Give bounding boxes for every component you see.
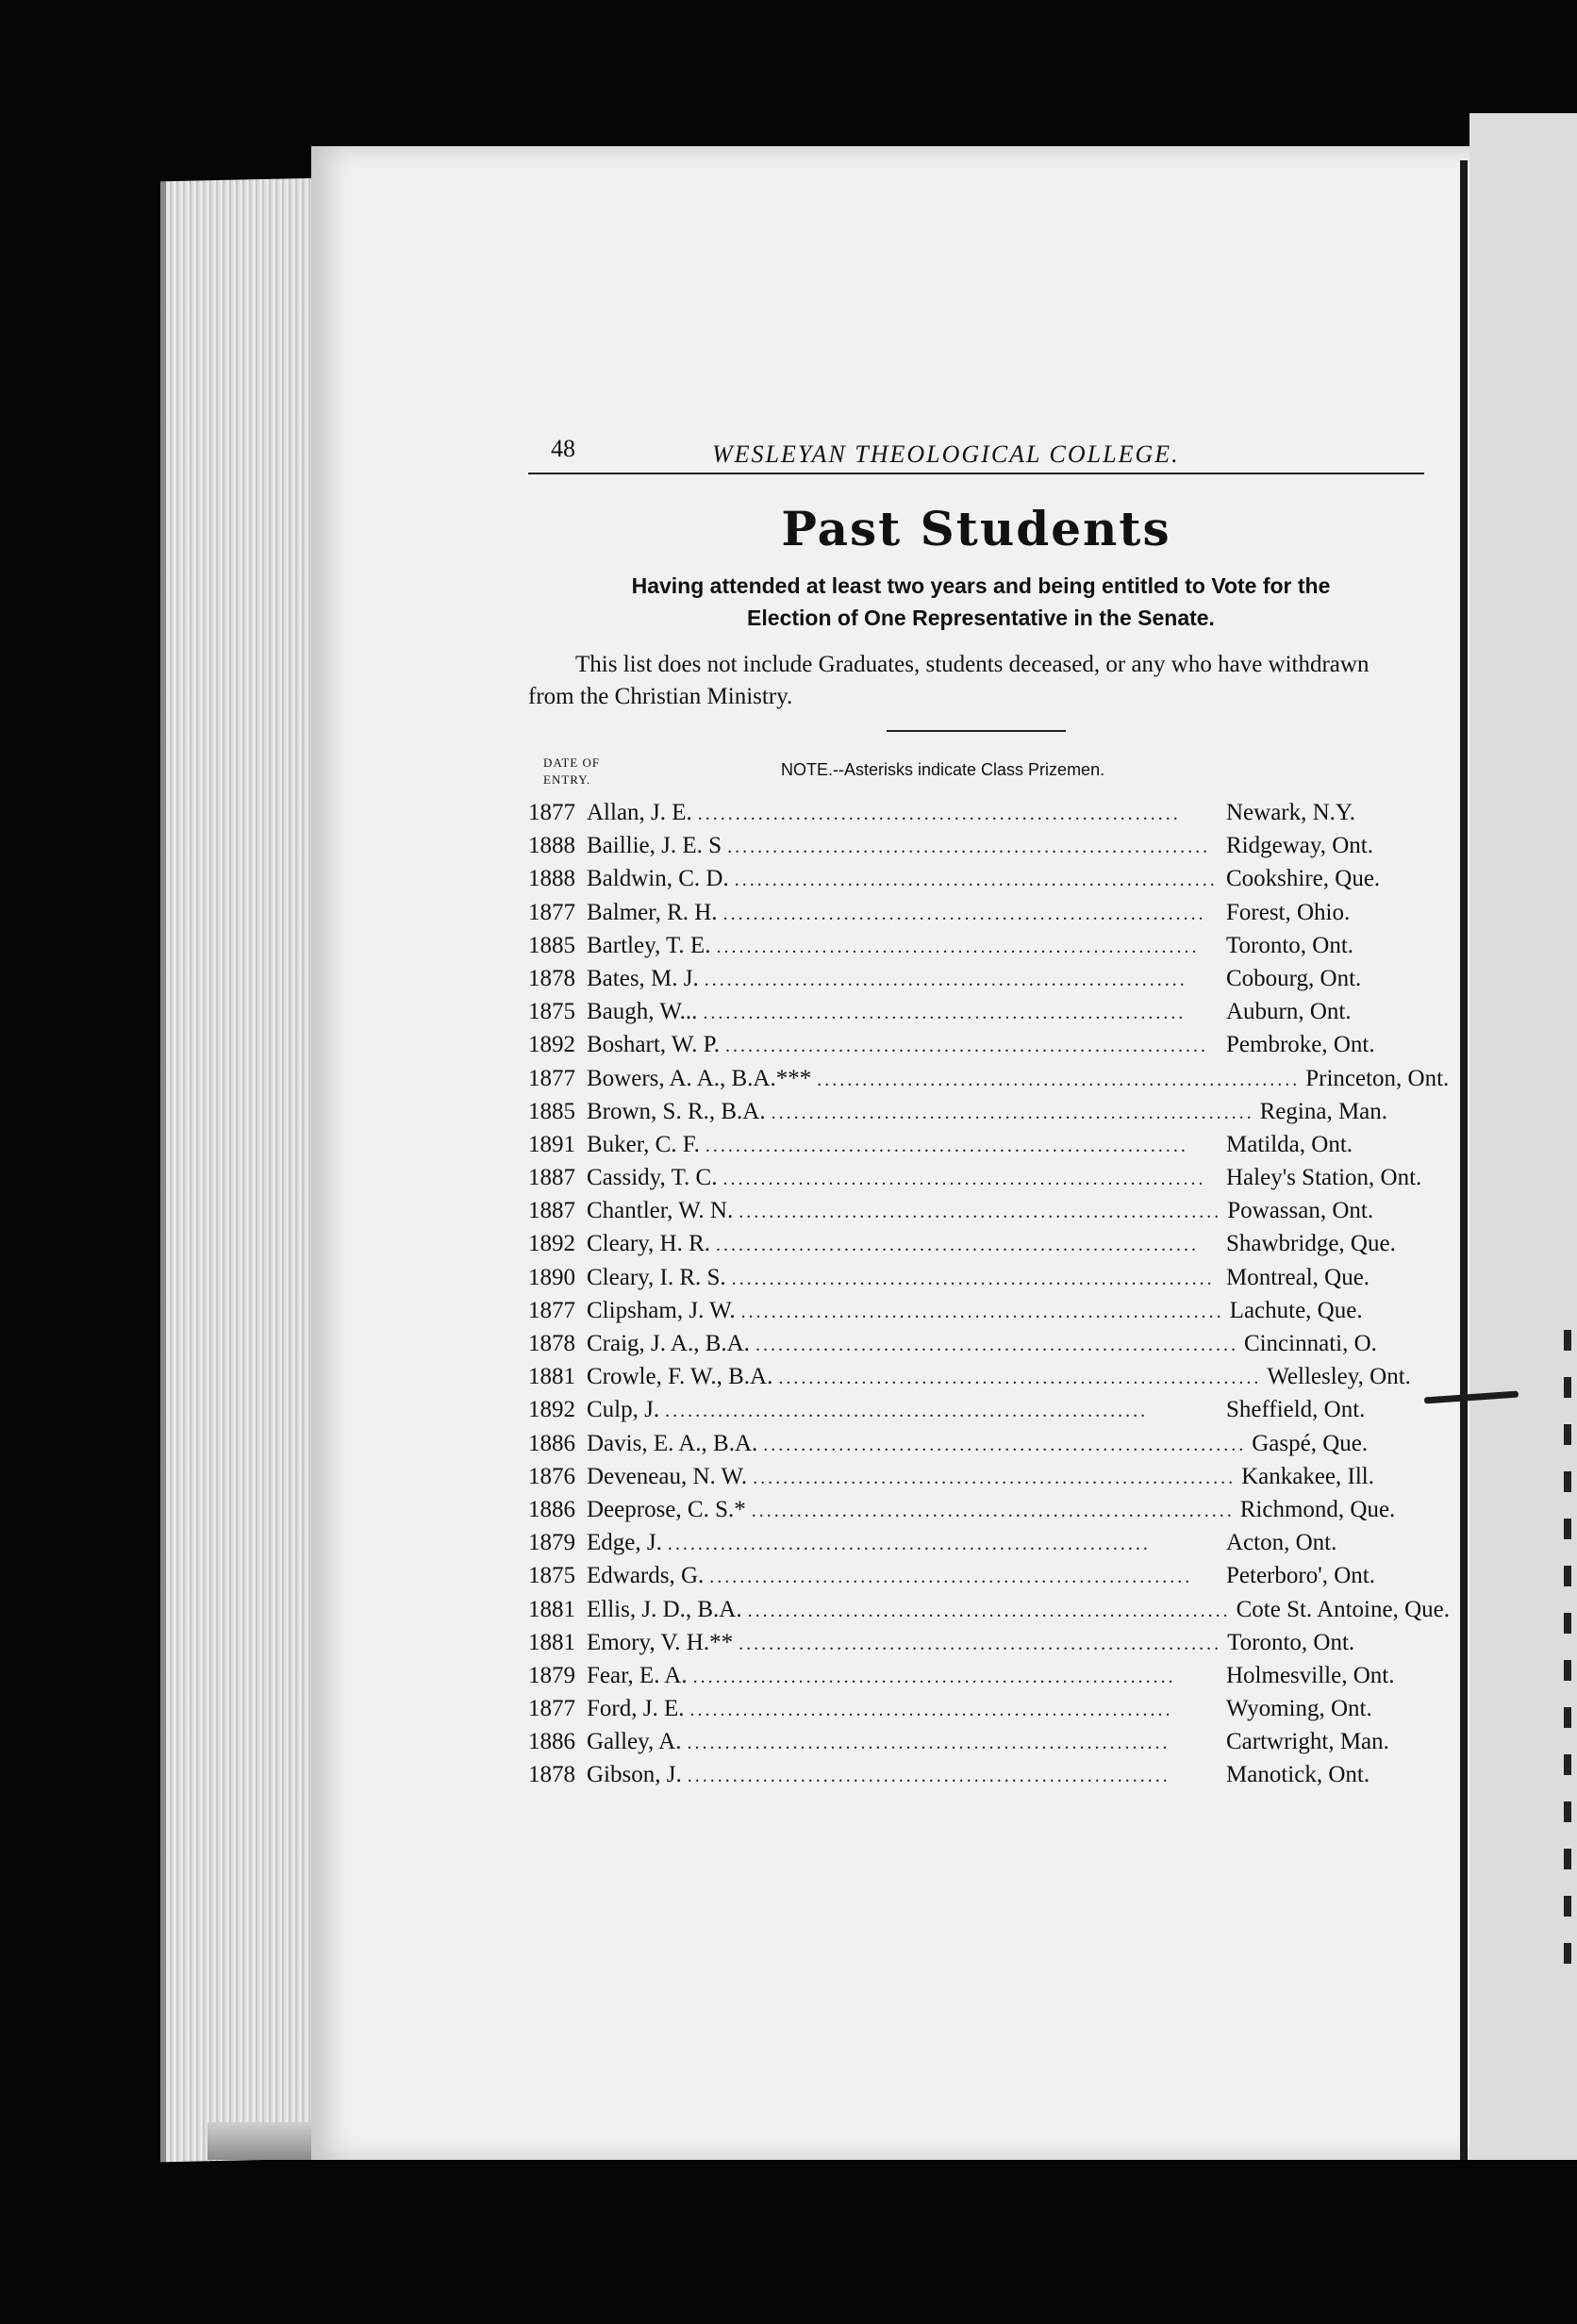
next-page-glyph xyxy=(1564,1849,1571,1869)
student-name: Deeprose, C. S.* xyxy=(587,1496,746,1522)
entry-year: 1886 xyxy=(528,1430,575,1456)
student-place: Gaspé, Que. xyxy=(1252,1430,1369,1456)
dot-leader: ................................................................ xyxy=(665,1401,1149,1422)
entry-year: 1887 xyxy=(528,1165,575,1191)
entry-year: 1885 xyxy=(528,932,575,958)
next-page-glyph xyxy=(1564,1896,1571,1917)
dot-leader: ................................................................ xyxy=(734,870,1218,891)
next-page-glyph xyxy=(1564,1943,1571,1964)
next-page-glyph xyxy=(1564,1801,1571,1822)
page-number: 48 xyxy=(551,435,575,462)
student-place: Peterboro', Ont. xyxy=(1226,1563,1375,1589)
student-place: Ridgeway, Ont. xyxy=(1226,833,1373,859)
list-item xyxy=(528,1265,1424,1298)
student-name: Cleary, I. R. S. xyxy=(587,1264,726,1290)
student-name: Ford, J. E. xyxy=(587,1696,685,1722)
dot-leader: ................................................................ xyxy=(689,1700,1173,1721)
entry-year: 1877 xyxy=(528,1065,575,1091)
entry-year: 1892 xyxy=(528,1032,575,1058)
list-item xyxy=(528,1364,1424,1397)
entry-year: 1888 xyxy=(528,833,575,859)
dot-leader: ................................................................ xyxy=(703,1003,1187,1024)
student-name: Buker, C. F. xyxy=(587,1131,700,1157)
entry-year: 1885 xyxy=(528,1098,575,1124)
list-item xyxy=(528,1696,1424,1729)
dot-leader: ................................................................ xyxy=(753,1467,1237,1488)
dot-leader: ................................................................ xyxy=(817,1069,1301,1090)
dot-leader: ................................................................ xyxy=(692,1666,1176,1687)
student-place: Matilda, Ont. xyxy=(1226,1131,1353,1157)
dot-leader: ................................................................ xyxy=(778,1368,1262,1389)
entry-year: 1879 xyxy=(528,1662,575,1688)
student-name: Crowle, F. W., B.A. xyxy=(587,1364,773,1390)
next-page-glyph xyxy=(1564,1519,1571,1539)
dot-leader: ................................................................ xyxy=(705,1135,1188,1156)
dot-leader: ................................................................ xyxy=(751,1500,1235,1521)
student-place: Shawbridge, Que. xyxy=(1226,1231,1396,1257)
list-item xyxy=(528,1298,1424,1331)
student-name: Edwards, G. xyxy=(587,1563,705,1589)
list-item xyxy=(528,1464,1424,1497)
dot-leader: ................................................................ xyxy=(740,1301,1224,1322)
list-item xyxy=(528,1198,1424,1231)
next-page-edge xyxy=(1469,113,1577,2160)
entry-year: 1887 xyxy=(528,1198,575,1224)
list-item xyxy=(528,833,1424,866)
asterisk-note: NOTE.--Asterisks indicate Class Prizemen. xyxy=(781,760,1105,779)
entry-year: 1878 xyxy=(528,965,575,991)
dot-leader: ................................................................ xyxy=(727,837,1211,858)
student-place: Wyoming, Ont. xyxy=(1226,1696,1372,1722)
entry-year: 1878 xyxy=(528,1331,575,1356)
entry-year: 1886 xyxy=(528,1729,575,1755)
section-title: Past Students xyxy=(781,501,1171,556)
list-item xyxy=(528,1663,1424,1696)
student-place: Regina, Man. xyxy=(1259,1098,1388,1124)
student-place: Pembroke, Ont. xyxy=(1226,1032,1375,1058)
entry-year: 1877 xyxy=(528,800,575,825)
dot-leader: ................................................................ xyxy=(722,1169,1206,1190)
list-item xyxy=(528,1563,1424,1596)
dot-leader: ................................................................ xyxy=(716,1235,1199,1256)
student-place: Cookshire, Que. xyxy=(1226,866,1381,892)
student-place: Princeton, Ont. xyxy=(1305,1065,1450,1091)
student-place: Cincinnati, O. xyxy=(1243,1331,1377,1356)
student-name: Brown, S. R., B.A. xyxy=(587,1098,766,1124)
list-item xyxy=(528,1032,1424,1065)
dot-leader: ................................................................ xyxy=(739,1633,1222,1654)
header-title: WESLEYAN THEOLOGICAL COLLEGE. xyxy=(712,440,1180,468)
section-description: This list does not include Graduates, students deceased, or any who have withdrawn from the Christian Ministry. xyxy=(528,652,1370,709)
student-place: Newark, N.Y. xyxy=(1226,800,1356,825)
entry-year: 1881 xyxy=(528,1364,575,1390)
dot-leader: ................................................................ xyxy=(771,1102,1254,1123)
student-place: Acton, Ont. xyxy=(1226,1530,1337,1556)
list-item xyxy=(528,933,1424,966)
dot-leader: ................................................................ xyxy=(731,1268,1215,1289)
list-item xyxy=(528,1497,1424,1530)
student-name: Culp, J. xyxy=(587,1397,660,1423)
student-place: Toronto, Ont. xyxy=(1227,1629,1355,1655)
student-name: Balmer, R. H. xyxy=(587,899,718,925)
student-place: Wellesley, Ont. xyxy=(1267,1364,1411,1390)
entry-year: 1875 xyxy=(528,999,575,1025)
student-place: Manotick, Ont. xyxy=(1226,1762,1370,1788)
student-place: Toronto, Ont. xyxy=(1226,932,1354,958)
next-page-glyph xyxy=(1564,1330,1571,1351)
entry-year: 1878 xyxy=(528,1762,575,1788)
student-name: Gibson, J. xyxy=(587,1762,682,1788)
dot-leader: ................................................................ xyxy=(755,1335,1238,1355)
list-item xyxy=(528,900,1424,933)
student-name: Galley, A. xyxy=(587,1729,682,1755)
next-page-glyph xyxy=(1564,1566,1571,1586)
student-name: Cassidy, T. C. xyxy=(587,1165,718,1191)
student-place: Sheffield, Ont. xyxy=(1226,1397,1366,1423)
student-place: Kankakee, Ill. xyxy=(1241,1463,1374,1489)
dot-leader: ................................................................ xyxy=(763,1434,1247,1455)
list-item xyxy=(528,1099,1424,1132)
student-name: Baldwin, C. D. xyxy=(587,866,729,892)
dot-leader: ................................................................ xyxy=(667,1534,1151,1555)
student-name: Baillie, J. E. S xyxy=(587,833,722,859)
list-item xyxy=(528,866,1424,899)
student-place: Holmesville, Ont. xyxy=(1226,1662,1395,1688)
list-item xyxy=(528,1231,1424,1264)
next-page-glyph xyxy=(1564,1424,1571,1445)
list-item xyxy=(528,1132,1424,1165)
student-name: Baugh, W... xyxy=(587,999,698,1025)
entry-year: 1877 xyxy=(528,899,575,925)
student-name: Bartley, T. E. xyxy=(587,932,711,958)
subtitle-line: Election of One Representative in the Senate. xyxy=(747,606,1215,630)
divider-rule xyxy=(887,730,1066,732)
list-item xyxy=(528,1630,1424,1663)
entry-year: 1875 xyxy=(528,1563,575,1589)
list-item xyxy=(528,1165,1424,1198)
student-name: Emory, V. H.** xyxy=(587,1629,734,1655)
student-place: Forest, Ohio. xyxy=(1226,899,1351,925)
student-list xyxy=(528,800,1450,1796)
page-content xyxy=(528,429,1450,1796)
student-name: Ellis, J. D., B.A. xyxy=(587,1596,742,1622)
student-place: Powassan, Ont. xyxy=(1227,1198,1374,1224)
student-name: Cleary, H. R. xyxy=(587,1231,710,1257)
student-name: Chantler, W. N. xyxy=(587,1198,734,1224)
list-item xyxy=(528,1431,1424,1464)
student-place: Lachute, Que. xyxy=(1229,1297,1363,1323)
list-item xyxy=(528,1397,1424,1430)
entry-year: 1877 xyxy=(528,1696,575,1722)
list-item xyxy=(528,1530,1424,1563)
list-item xyxy=(528,1065,1450,1099)
next-page-glyph xyxy=(1564,1613,1571,1634)
next-page-glyph xyxy=(1564,1660,1571,1681)
list-item xyxy=(528,966,1424,999)
next-page-glyph xyxy=(1564,1377,1571,1398)
student-name: Edge, J. xyxy=(587,1530,662,1556)
entry-year: 1881 xyxy=(528,1629,575,1655)
list-item xyxy=(528,1729,1424,1762)
student-name: Bates, M. J. xyxy=(587,965,699,991)
student-place: Montreal, Que. xyxy=(1226,1264,1370,1290)
dot-leader: ................................................................ xyxy=(687,1733,1170,1754)
student-name: Davis, E. A., B.A. xyxy=(587,1430,758,1456)
dot-leader: ................................................................ xyxy=(709,1567,1193,1588)
dot-leader: ................................................................ xyxy=(725,1036,1209,1057)
entry-year: 1892 xyxy=(528,1231,575,1257)
entry-year: 1888 xyxy=(528,866,575,892)
student-place: Cartwright, Man. xyxy=(1226,1729,1389,1755)
page-gutter xyxy=(1460,160,1468,2160)
student-name: Boshart, W. P. xyxy=(587,1032,721,1058)
column-label-line: DATE OF xyxy=(543,755,601,770)
running-header xyxy=(528,429,1424,474)
student-place: Richmond, Que. xyxy=(1239,1496,1396,1522)
list-item xyxy=(528,999,1424,1032)
student-name: Deveneau, N. W. xyxy=(587,1463,748,1489)
list-header xyxy=(528,751,1424,800)
next-page-glyph xyxy=(1564,1707,1571,1728)
student-place: Cobourg, Ont. xyxy=(1226,965,1362,991)
list-item xyxy=(528,1331,1424,1364)
list-item xyxy=(528,1762,1424,1795)
next-page-glyph xyxy=(1564,1471,1571,1492)
next-page-glyph xyxy=(1564,1754,1571,1775)
dot-leader: ................................................................ xyxy=(716,936,1200,957)
student-name: Fear, E. A. xyxy=(587,1662,688,1688)
entry-year: 1881 xyxy=(528,1596,575,1622)
student-name: Clipsham, J. W. xyxy=(587,1297,736,1323)
student-place: Cote St. Antoine, Que. xyxy=(1236,1596,1450,1622)
section-subtitle xyxy=(528,570,1424,634)
dot-leader: ................................................................ xyxy=(747,1600,1231,1621)
dot-leader: ................................................................ xyxy=(704,969,1187,990)
student-name: Bowers, A. A., B.A.*** xyxy=(587,1065,812,1091)
student-name: Craig, J. A., B.A. xyxy=(587,1331,750,1356)
list-item xyxy=(528,1596,1450,1630)
entry-year: 1890 xyxy=(528,1264,575,1290)
dot-leader: ................................................................ xyxy=(697,804,1181,824)
date-of-entry-label xyxy=(543,755,600,788)
entry-year: 1886 xyxy=(528,1496,575,1522)
column-label-line: ENTRY. xyxy=(543,772,591,787)
list-item xyxy=(528,800,1424,833)
dot-leader: ................................................................ xyxy=(687,1766,1170,1787)
student-place: Haley's Station, Ont. xyxy=(1226,1165,1422,1191)
entry-year: 1877 xyxy=(528,1297,575,1323)
entry-year: 1892 xyxy=(528,1397,575,1423)
student-place: Auburn, Ont. xyxy=(1226,999,1352,1025)
entry-year: 1891 xyxy=(528,1131,575,1157)
dot-leader: ................................................................ xyxy=(739,1202,1222,1223)
entry-year: 1879 xyxy=(528,1530,575,1556)
entry-year: 1876 xyxy=(528,1463,575,1489)
subtitle-line: Having attended at least two years and being entitled to Vote for the xyxy=(631,573,1331,598)
dot-leader: ................................................................ xyxy=(722,903,1206,924)
student-name: Allan, J. E. xyxy=(587,800,692,825)
